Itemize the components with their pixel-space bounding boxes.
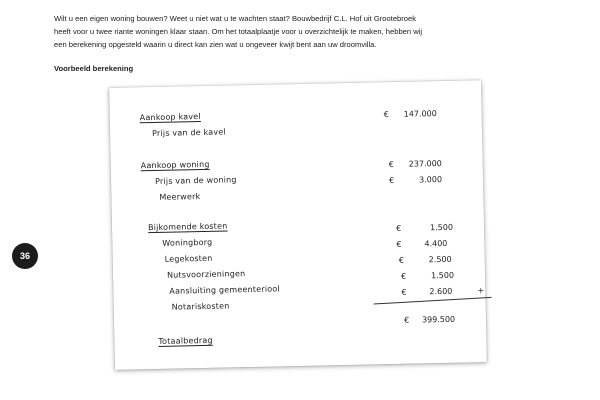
euro-sign: € xyxy=(388,159,394,170)
euro-sign: € xyxy=(395,223,402,233)
row-amount-legekosten: 4.400 xyxy=(424,238,448,249)
section-aankoop-woning: Aankoop woning xyxy=(140,159,210,171)
row-label-notariskosten: Notariskosten xyxy=(171,301,230,312)
section-aankoop-kavel: Aankoop kavel xyxy=(139,112,201,123)
page-number: 36 xyxy=(19,251,30,261)
row-label-woningborg: Woningborg xyxy=(162,237,213,248)
row-label-prijs-kavel: Prijs van de kavel xyxy=(151,127,226,139)
euro-sign: € xyxy=(401,271,407,281)
intro-line: heeft voor u twee riante woningen klaar staan. Om het totaalplaatje voor u overzichtelijk te maken, hebben wij xyxy=(54,27,423,36)
total-label: Totaalbedrag xyxy=(158,335,213,346)
row-amount-notariskosten: 2.600 xyxy=(429,286,453,297)
intro-line: een berekening opgesteld waarin u direct kan zien wat u ongeveer kwijt bent aan uw droomvilla. xyxy=(54,40,377,49)
row-label-meerwerk: Meerwerk xyxy=(159,192,201,202)
page-number-badge xyxy=(12,243,38,269)
row-amount-aansluiting-riool: 1.500 xyxy=(430,270,455,281)
total-amount: 399.500 xyxy=(421,314,456,325)
euro-sign: € xyxy=(401,287,407,297)
sum-underline xyxy=(374,297,492,305)
euro-sign: € xyxy=(388,175,395,186)
row-label-prijs-woning: Prijs van de woning xyxy=(154,175,237,186)
row-amount-meerwerk: 3.000 xyxy=(418,174,443,185)
row-amount-prijs-woning: 237.000 xyxy=(408,158,442,169)
row-amount-woningborg: 1.500 xyxy=(429,222,454,233)
intro-line: Wilt u een eigen woning bouwen? Weet u niet wat u te wachten staat? Bouwbedrijf C.L. Hof uit Grootebroek xyxy=(54,14,417,23)
row-label-nutsvoorzieningen: Nutsvoorzieningen xyxy=(166,269,246,280)
intro-paragraph xyxy=(54,12,524,51)
euro-sign: € xyxy=(396,239,402,249)
euro-sign: € xyxy=(383,110,389,120)
handwritten-calculation-sheet xyxy=(109,80,487,370)
section-heading: Voorbeeld berekening xyxy=(54,64,134,73)
row-amount-nutsvoorzieningen: 2.500 xyxy=(428,254,452,265)
euro-sign: € xyxy=(403,315,410,325)
row-label-aansluiting-riool: Aansluiting gemeenteriool xyxy=(169,284,280,296)
row-label-legekosten: Legekosten xyxy=(164,253,213,264)
plus-sign: + xyxy=(477,286,485,296)
row-amount-prijs-kavel: 147.000 xyxy=(403,109,437,119)
section-bijkomende-kosten: Bijkomende kosten xyxy=(147,221,228,233)
euro-sign: € xyxy=(398,255,404,265)
